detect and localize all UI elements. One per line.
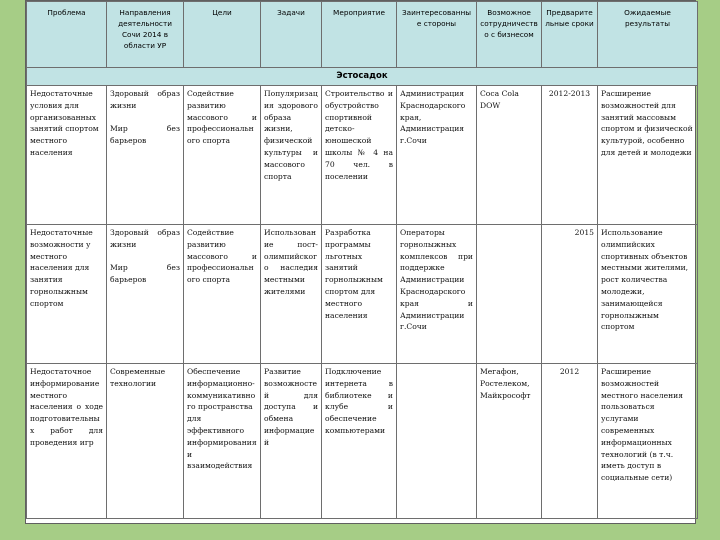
cell-task: Популяризация здорового образа жизни, физической культуры и массового спорта	[261, 86, 322, 225]
cell-stakeholders	[397, 364, 477, 519]
table-row	[27, 86, 698, 225]
header-results: Ожидаемые результаты	[598, 2, 698, 68]
cell-goal: Обеспечение информационно-коммуникативного пространства для эффективного информирования и взаимодействия	[184, 364, 261, 519]
cell-problem: Недостаточное информирование местного населения о ходе подготовительных работ для проведения игр	[27, 364, 107, 519]
cell-term: 2012	[542, 364, 598, 519]
header-stakeholders: Заинтересованные стороны	[397, 2, 477, 68]
cell-direction	[107, 86, 184, 225]
table-row	[27, 364, 698, 519]
cell-result: Расширение возможностей для занятий массовым спортом и физической культурой, особенно для детей и молодежи	[598, 86, 698, 225]
cell-direction-a: Здоровый образ жизни	[110, 89, 180, 110]
cell-direction-b: Мир без барьеров	[110, 263, 180, 285]
cell-direction-a: Здоровый образ жизни	[110, 228, 180, 249]
header-event: Мероприятие	[322, 2, 397, 68]
cell-event: Подключение интернета в библиотеке и клубе и обеспечение компьютерами	[322, 364, 397, 519]
cell-goal: Содействие развитию массового и профессионального спорта	[184, 86, 261, 225]
cell-task: Развитие возможностей для доступа и обмена информацией	[261, 364, 322, 519]
document-page	[25, 0, 696, 524]
cell-stakeholders: Администрация Краснодарского края, Администрация г.Сочи	[397, 86, 477, 225]
cell-event: Разработка программы льготных занятий горнолыжным спортом для местного населения	[322, 225, 397, 364]
cell-task: Использование пост-олимпийского наследия местными жителями	[261, 225, 322, 364]
header-business: Возможное сотрудничество с бизнесом	[477, 2, 542, 68]
header-direction: Направления деятельности Сочи 2014 в области УР	[107, 2, 184, 68]
header-problem: Проблема	[27, 2, 107, 68]
cell-term: 2015	[542, 225, 598, 364]
cell-stakeholders: Операторы горнолыжных комплексов при поддержке Администрации Краснодарского края и Администрации г.Сочи	[397, 225, 477, 364]
cell-term: 2012-2013	[542, 86, 598, 225]
cell-business: Coca Cola DOW	[477, 86, 542, 225]
activity-plan-table	[26, 1, 698, 519]
cell-direction-a: Современные технологии	[110, 367, 166, 388]
cell-problem: Недостаточные условия для организованных занятий спортом местного населения	[27, 86, 107, 225]
cell-event: Строительство и обустройство спортивной детско-юношеской школы № 4 на 70 чел. в поселении	[322, 86, 397, 225]
table-row	[27, 225, 698, 364]
section-row	[27, 68, 698, 86]
cell-direction-b: Мир без барьеров	[110, 124, 180, 146]
cell-result: Расширение возможностей местного населения пользоваться услугами современных информационных технологий (в т.ч. иметь доступ в социальные сети)	[598, 364, 698, 519]
cell-direction	[107, 225, 184, 364]
header-terms: Предварительные сроки	[542, 2, 598, 68]
section-title: Эстосадок	[27, 68, 698, 86]
header-goals: Цели	[184, 2, 261, 68]
cell-goal: Содействие развитию массового и профессионального спорта	[184, 225, 261, 364]
cell-direction	[107, 364, 184, 519]
header-row	[27, 2, 698, 68]
cell-problem: Недостаточные возможности у местного населения для занятия горнолыжным спортом	[27, 225, 107, 364]
cell-business	[477, 225, 542, 364]
cell-result: Использование олимпийских спортивных объектов местными жителями, рост количества молодежи, занимающейся горнолыжным спортом	[598, 225, 698, 364]
header-tasks: Задачи	[261, 2, 322, 68]
cell-business: Мегафон, Ростелеком, Майкрософт	[477, 364, 542, 519]
